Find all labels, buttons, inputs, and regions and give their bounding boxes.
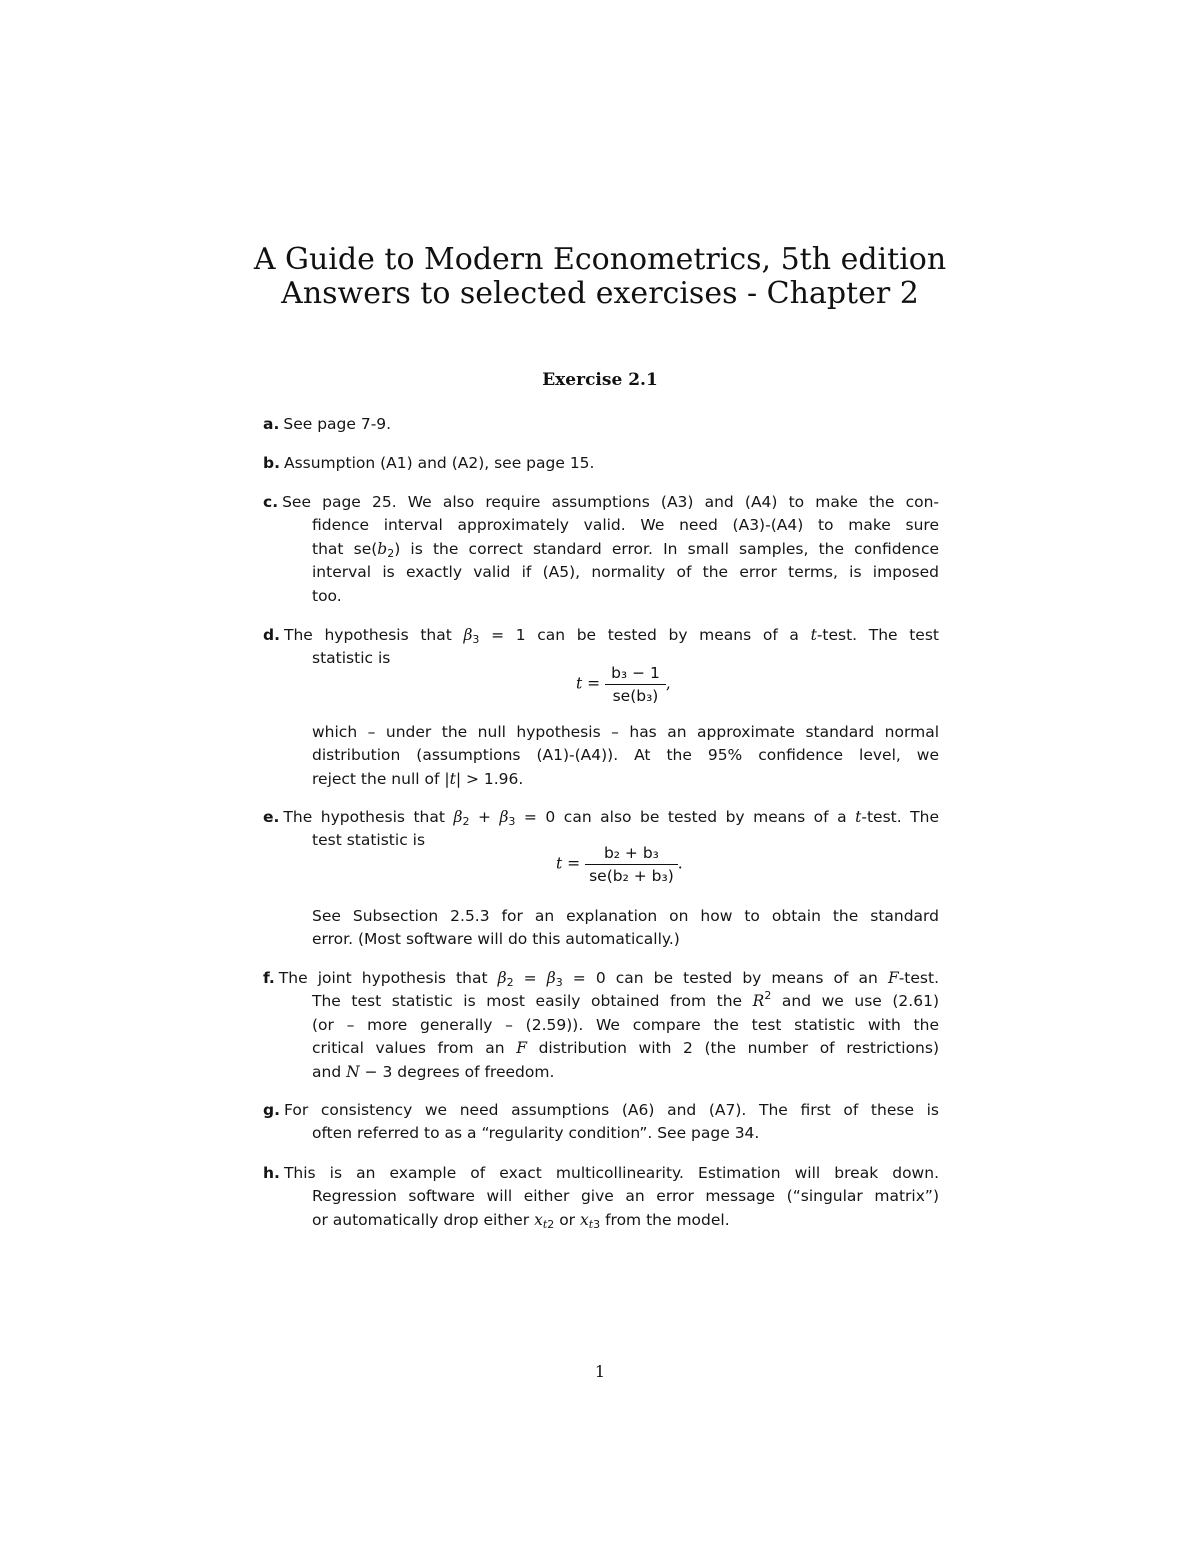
answer-c: c. See page 25. We also require assumptions (A3) and (A4) to make the con- fidence interval approximately valid. We need (A3)-(A4) to make sure that $se(b_2)$ is the correct standard error. In small samples, the confidence interval is exactly valid if (A5), normality of the error terms, is imposed too. bbox=[263, 491, 939, 608]
answer-h-line-3b: or bbox=[554, 1210, 580, 1229]
answer-f-label: f. bbox=[263, 969, 275, 987]
equation-e-fraction bbox=[585, 844, 678, 885]
answer-c-line-2: fidence interval approximately valid. We need (A3)-(A4) to make sure bbox=[312, 516, 939, 535]
answer-d-line-2: statistic is bbox=[312, 649, 391, 668]
page-number: 1 bbox=[594, 1362, 606, 1381]
answer-d-line-1a: The hypothesis that bbox=[283, 626, 464, 644]
answer-e-label: e. bbox=[263, 808, 280, 826]
answer-g-line-2: often referred to as a “regularity condition”. See page 34. bbox=[312, 1124, 760, 1143]
answer-e-line-1c: -test. The bbox=[861, 808, 939, 826]
answer-d-line-5b: | > 1.96. bbox=[455, 769, 524, 788]
equation-d-denominator: se(b₃) bbox=[612, 687, 659, 705]
answer-d-line-3: which – under the null hypothesis – has an approximate standard normal bbox=[312, 723, 939, 741]
answer-f-line-2b: and we use (2.61) bbox=[771, 992, 939, 1011]
answer-h-line-2: Regression software will either give an error message (“singular matrix”) bbox=[312, 1187, 939, 1206]
answer-f-line-1a: The joint hypothesis that bbox=[278, 969, 498, 987]
answer-c-line-3b: ) is the correct standard error. In small samples, the confidence bbox=[394, 539, 940, 558]
answer-e-line-1b: can also be tested by means of a bbox=[555, 808, 856, 826]
answer-c-line-5: too. bbox=[312, 586, 342, 605]
answer-e-line-3: See Subsection 2.5.3 for an explanation on how to obtain the standard bbox=[312, 907, 939, 925]
answer-f-line-1c: -test. bbox=[898, 969, 939, 987]
answer-a-label: a. bbox=[263, 415, 280, 433]
answer-g-line-1: For consistency we need assumptions (A6) and (A7). The first of these is bbox=[283, 1101, 939, 1119]
answer-c-label: c. bbox=[263, 493, 279, 511]
answer-f-line-2a: The test statistic is most easily obtained from the bbox=[312, 992, 753, 1011]
answer-e-line-2: test statistic is bbox=[312, 831, 426, 850]
answer-h-label: h. bbox=[263, 1164, 280, 1182]
equation-e bbox=[556, 844, 683, 885]
equation-d-fraction bbox=[605, 664, 666, 705]
answer-f-line-5: − 3 degrees of freedom. bbox=[359, 1062, 555, 1081]
answer-h: h. This is an example of exact multicollinearity. Estimation will break down. Regression software will either give an error message (“singular matrix”) or automatically drop either $x_{t2}$ or $x_{t3}$ from the model. bbox=[263, 1164, 939, 1231]
answer-b bbox=[263, 452, 939, 475]
answer-d: d. The hypothesis that $\beta_3 = 1$ can be tested by means of a t-test. The test statistic is bbox=[263, 624, 939, 671]
answer-d-label: d. bbox=[263, 626, 280, 644]
exercise-heading: Exercise 2.1 bbox=[542, 370, 658, 390]
answer-g-label: g. bbox=[263, 1101, 280, 1119]
answer-a-text: See page 7-9. bbox=[283, 415, 392, 433]
answer-h-line-3a: or automatically drop either bbox=[312, 1210, 535, 1229]
equation-e-lhs: t = bbox=[556, 854, 581, 873]
answer-f-line-4b: distribution with 2 (the number of restrictions) bbox=[526, 1039, 939, 1058]
answer-f-line-3: (or – more generally – (2.59)). We compare the test statistic with the bbox=[312, 1015, 939, 1034]
answer-g bbox=[263, 1099, 939, 1146]
answer-f: f. The joint hypothesis that $\beta_2 = \beta_3 = 0$ can be tested by means of an F-test. The test statistic is most easily obtained from the $R^2$ and we use (2.61) (or – more generally – (2.59)). We compare the test statistic with the critical values from an F distribution with 2 (the number of restrictions) and N − 3 degrees of freedom. bbox=[263, 969, 939, 1081]
equation-e-denominator: se(b₂ + b₃) bbox=[589, 867, 674, 885]
answer-d-line-4: distribution (assumptions (A1)-(A4)). At the 95% confidence level, we bbox=[312, 746, 939, 765]
answer-c-line-4: interval is exactly valid if (A5), normality of the error terms, is imposed bbox=[312, 563, 939, 582]
answer-c-line-3a: that se( bbox=[312, 539, 378, 558]
answer-d-line-1c: -test. The test bbox=[816, 626, 939, 644]
answer-b-text: Assumption (A1) and (A2), see page 15. bbox=[283, 454, 595, 472]
equation-d-numerator: b₃ − 1 bbox=[605, 664, 666, 685]
equation-e-tail: . bbox=[677, 854, 683, 873]
answer-f-line-1b: can be tested by means of an bbox=[605, 969, 888, 987]
answer-a bbox=[263, 413, 939, 436]
answer-b-label: b. bbox=[263, 454, 280, 472]
answer-e-continued bbox=[263, 905, 939, 952]
answer-f-line-4a: critical values from an bbox=[312, 1039, 517, 1058]
equation-e-numerator: b₂ + b₃ bbox=[585, 844, 678, 865]
answer-e-line-4: error. (Most software will do this automatically.) bbox=[312, 930, 680, 949]
answer-d-line-5a: reject the null of | bbox=[312, 769, 450, 788]
document-title-line-2: Answers to selected exercises - Chapter 2 bbox=[281, 276, 919, 311]
answer-d-continued: which – under the null hypothesis – has an approximate standard normal distribution (assumptions (A1)-(A4)). At the 95% confidence level, we reject the null of |t| > 1.96. bbox=[312, 723, 939, 788]
answer-h-line-1: This is an example of exact multicollinearity. Estimation will break down. bbox=[283, 1164, 939, 1182]
answer-d-line-1b: = 1 can be tested by means of a bbox=[479, 626, 811, 644]
answer-c-line-1: See page 25. We also require assumptions (A3) and (A4) to make the con- bbox=[282, 493, 939, 511]
answer-e: e. The hypothesis that $\beta_2 + \beta_3 = 0$ can also be tested by means of a t-test. The test statistic is bbox=[263, 806, 939, 853]
equation-d-tail: , bbox=[665, 674, 671, 693]
answer-e-line-1a: The hypothesis that bbox=[283, 808, 454, 826]
equation-d bbox=[576, 664, 671, 705]
answer-h-line-3c: from the model. bbox=[600, 1210, 730, 1229]
document-title-line-1: A Guide to Modern Econometrics, 5th edition bbox=[253, 242, 947, 277]
equation-d-lhs: t = bbox=[576, 674, 601, 693]
